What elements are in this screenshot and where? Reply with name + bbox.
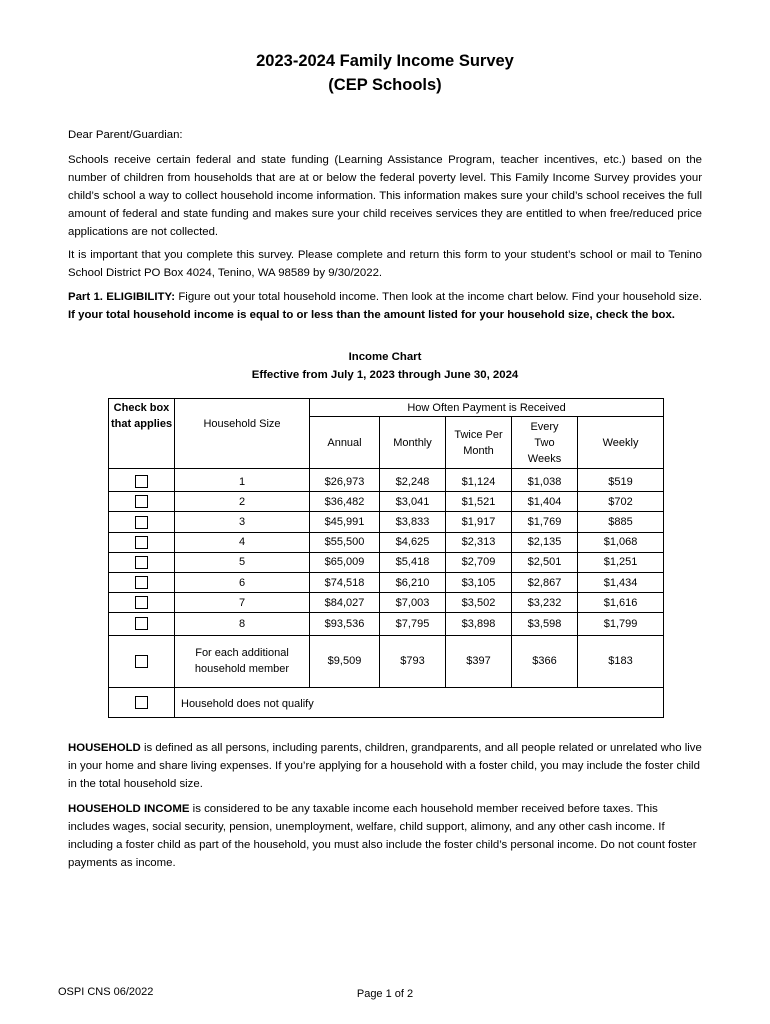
cell-size: 7	[175, 593, 310, 613]
cell-every-two: $2,135	[512, 532, 578, 552]
table-row-additional	[109, 635, 664, 687]
checkbox-size-7[interactable]	[135, 596, 148, 609]
cell-annual: $9,509	[310, 635, 380, 687]
cell-monthly: $6,210	[380, 572, 446, 592]
checkbox-size-4[interactable]	[135, 536, 148, 549]
checkbox-size-3[interactable]	[135, 516, 148, 529]
cell-size: 4	[175, 532, 310, 552]
header-household-size: Household Size	[175, 399, 310, 469]
cell-annual: $84,027	[310, 593, 380, 613]
table-row	[109, 552, 664, 572]
page-subtitle: (CEP Schools)	[328, 76, 442, 94]
cell-annual: $26,973	[310, 469, 380, 492]
cell-monthly: $7,795	[380, 613, 446, 635]
cell-annual: $36,482	[310, 492, 380, 512]
cell-monthly: $7,003	[380, 593, 446, 613]
cell-every-two: $3,598	[512, 613, 578, 635]
checkbox-size-1[interactable]	[135, 475, 148, 488]
table-row	[109, 492, 664, 512]
not-qualify-label: Household does not qualify	[175, 687, 664, 717]
household-income-definition	[68, 800, 702, 872]
cell-every-two: $1,404	[512, 492, 578, 512]
cell-twice: $1,124	[446, 469, 512, 492]
intro-paragraph: Schools receive certain federal and state funding (Learning Assistance Program, teacher incentives, etc.) based on the number of children from households that are at or below the federal poverty level. This Family Income Survey provides your child’s school a way to collect household income information. This information makes sure your child’s school receives the full amount of federal and state funding and makes sure your child receives services they are entitled to when free/reduced price applications are not collected.	[68, 154, 702, 238]
table-row	[109, 512, 664, 532]
table-row	[109, 572, 664, 592]
cell-size: 5	[175, 552, 310, 572]
cell-monthly: $2,248	[380, 469, 446, 492]
salutation: Dear Parent/Guardian:	[68, 129, 183, 141]
cell-size: For each additional household member	[175, 635, 310, 687]
household-definition	[68, 739, 702, 793]
cell-weekly: $519	[578, 469, 664, 492]
cell-twice: $2,313	[446, 532, 512, 552]
part1-bold-text: If your total household income is equal to or less than the amount listed for your household size, check the box.	[68, 309, 675, 321]
header-every-two-weeks: Every Two Weeks	[512, 417, 578, 469]
header-checkbox: Check box that applies	[109, 399, 175, 469]
checkbox-size-8[interactable]	[135, 617, 148, 630]
checkbox-size-5[interactable]	[135, 556, 148, 569]
important-paragraph: It is important that you complete this survey. Please complete and return this form to your student’s school or mail to Tenino School District PO Box 4024, Tenino, WA 98589 by 9/30/2022.	[68, 249, 702, 279]
header-twice-per-month: Twice Per Month	[446, 417, 512, 469]
cell-twice: $1,521	[446, 492, 512, 512]
header-payment-group: How Often Payment is Received	[310, 399, 664, 417]
table-row	[109, 613, 664, 635]
cell-monthly: $3,833	[380, 512, 446, 532]
cell-weekly: $1,068	[578, 532, 664, 552]
cell-weekly: $1,434	[578, 572, 664, 592]
cell-weekly: $702	[578, 492, 664, 512]
cell-monthly: $793	[380, 635, 446, 687]
cell-monthly: $3,041	[380, 492, 446, 512]
income-chart-subtitle: Effective from July 1, 2023 through June 30, 2024	[251, 369, 519, 381]
cell-every-two: $1,038	[512, 469, 578, 492]
cell-twice: $3,898	[446, 613, 512, 635]
cell-every-two: $1,769	[512, 512, 578, 532]
cell-size: 8	[175, 613, 310, 635]
income-chart-table	[108, 398, 664, 718]
cell-monthly: $5,418	[380, 552, 446, 572]
household-term: HOUSEHOLD	[68, 742, 141, 754]
cell-twice: $1,917	[446, 512, 512, 532]
income-chart-title: Income Chart	[348, 351, 422, 363]
cell-size: 1	[175, 469, 310, 492]
household-income-text: is considered to be any taxable income each household member received before taxes. This includes wages, social security, pension, unemployment, welfare, child support, alimony, and any other cash income. If including a foster child as part of the household, you must also include the foster child’s personal income. Do not count foster payments as income.	[68, 803, 697, 869]
cell-weekly: $1,799	[578, 613, 664, 635]
cell-twice: $3,502	[446, 593, 512, 613]
cell-weekly: $1,616	[578, 593, 664, 613]
checkbox-additional-member[interactable]	[135, 655, 148, 668]
household-income-term: HOUSEHOLD INCOME	[68, 803, 190, 815]
table-row	[109, 469, 664, 492]
header-annual: Annual	[310, 417, 380, 469]
cell-annual: $55,500	[310, 532, 380, 552]
header-weekly: Weekly	[578, 417, 664, 469]
cell-weekly: $885	[578, 512, 664, 532]
cell-annual: $74,518	[310, 572, 380, 592]
cell-every-two: $3,232	[512, 593, 578, 613]
form-code: OSPI CNS 06/2022	[58, 986, 154, 998]
cell-annual: $93,536	[310, 613, 380, 635]
cell-annual: $65,009	[310, 552, 380, 572]
table-row-not-qualify	[109, 687, 664, 717]
cell-monthly: $4,625	[380, 532, 446, 552]
household-text: is defined as all persons, including parents, children, grandparents, and all people related or unrelated who live in your home and share living expenses. If you’re applying for a household with a foster child, you may include the foster child in the total household size.	[68, 742, 702, 790]
cell-weekly: $1,251	[578, 552, 664, 572]
part1-text: Figure out your total household income. Then look at the income chart below. Find your household size.	[175, 291, 703, 303]
page-title: 2023-2024 Family Income Survey	[256, 52, 514, 70]
part1-label: Part 1. ELIGIBILITY:	[68, 291, 176, 303]
cell-weekly: $183	[578, 635, 664, 687]
cell-every-two: $2,867	[512, 572, 578, 592]
cell-annual: $45,991	[310, 512, 380, 532]
checkbox-not-qualify[interactable]	[135, 696, 148, 709]
table-row	[109, 532, 664, 552]
page-number: Page 1 of 2	[356, 988, 414, 1000]
cell-size: 2	[175, 492, 310, 512]
cell-size: 3	[175, 512, 310, 532]
cell-size: 6	[175, 572, 310, 592]
checkbox-size-2[interactable]	[135, 495, 148, 508]
cell-twice: $3,105	[446, 572, 512, 592]
cell-every-two: $366	[512, 635, 578, 687]
checkbox-size-6[interactable]	[135, 576, 148, 589]
table-row	[109, 593, 664, 613]
header-monthly: Monthly	[380, 417, 446, 469]
part1-paragraph	[68, 288, 702, 324]
cell-twice: $2,709	[446, 552, 512, 572]
cell-every-two: $2,501	[512, 552, 578, 572]
cell-twice: $397	[446, 635, 512, 687]
